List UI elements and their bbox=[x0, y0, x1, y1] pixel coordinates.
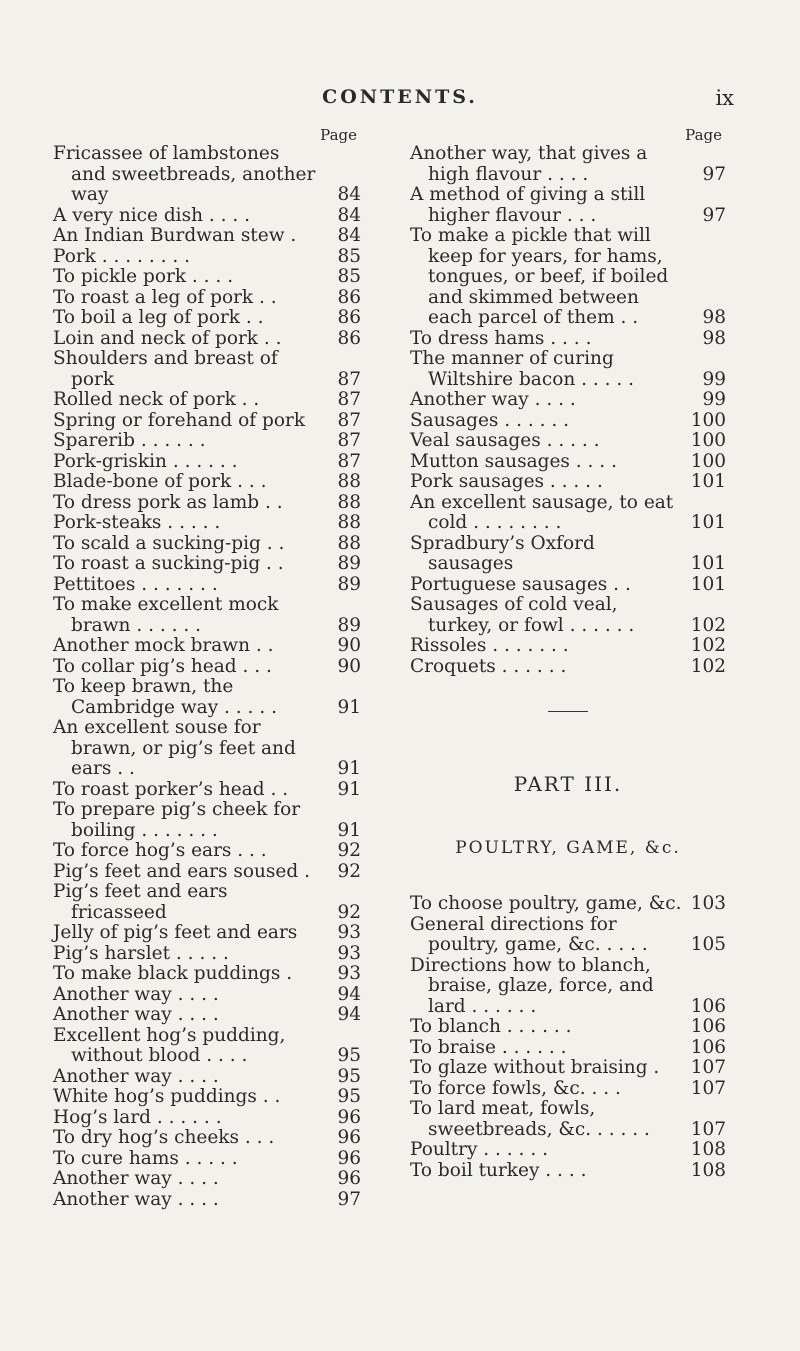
toc-entry bbox=[410, 575, 726, 596]
toc-entry bbox=[53, 964, 361, 985]
toc-entry-page: 91 bbox=[337, 819, 361, 841]
toc-entry-page: 88 bbox=[337, 471, 361, 492]
toc-entry bbox=[53, 1190, 361, 1211]
toc-entry-title: To force hog’s ears . . . bbox=[53, 840, 267, 861]
toc-entry-page: 95 bbox=[337, 1086, 361, 1107]
toc-entry bbox=[53, 390, 361, 411]
toc-entry bbox=[410, 329, 726, 350]
right-column bbox=[410, 126, 726, 1181]
toc-entry-page: 94 bbox=[337, 983, 361, 1005]
toc-entry-page: 86 bbox=[337, 307, 361, 328]
toc-entry-page: 97 bbox=[702, 204, 726, 226]
toc-entry-page: 106 bbox=[690, 995, 726, 1017]
toc-entry bbox=[410, 956, 726, 1018]
toc-entry bbox=[410, 144, 726, 185]
toc-entry-title: Directions how to blanch, braise, glaze, force, and lard . . . . . . bbox=[410, 954, 654, 1017]
toc-entry-title: To roast a sucking-pig . . bbox=[53, 553, 284, 574]
toc-entry bbox=[410, 452, 726, 473]
toc-entry-page: 91 bbox=[337, 778, 361, 800]
toc-entry-title: Another way . . . . bbox=[53, 1065, 219, 1087]
toc-entry-page: 94 bbox=[337, 1004, 361, 1025]
toc-entry bbox=[53, 349, 361, 390]
toc-entry-title: To dress hams . . . . bbox=[410, 327, 592, 349]
toc-entry-page: 87 bbox=[337, 409, 361, 431]
toc-entry-page: 88 bbox=[337, 512, 361, 533]
toc-entry bbox=[410, 894, 726, 915]
toc-entry-page: 87 bbox=[337, 368, 361, 390]
toc-entry-page: 93 bbox=[337, 942, 361, 964]
toc-entry-page: 92 bbox=[337, 840, 361, 861]
toc-entry bbox=[53, 288, 361, 309]
toc-entry-page: 87 bbox=[337, 389, 361, 410]
toc-entry-page: 101 bbox=[690, 553, 726, 574]
toc-entry-page: 92 bbox=[337, 860, 361, 882]
page-column-label: Page bbox=[685, 126, 722, 144]
toc-entry-page: 91 bbox=[337, 758, 361, 779]
toc-entry-page: 101 bbox=[690, 573, 726, 595]
toc-entry-page: 107 bbox=[690, 1077, 726, 1099]
toc-entry-page: 101 bbox=[690, 512, 726, 533]
toc-entry-page: 97 bbox=[337, 1188, 361, 1210]
toc-entry bbox=[410, 1140, 726, 1161]
toc-entry-title: To make excellent mock brawn . . . . . . bbox=[53, 594, 279, 636]
toc-entry-page: 96 bbox=[337, 1147, 361, 1169]
toc-entry-title: Spradbury’s Oxford sausages bbox=[410, 532, 595, 574]
toc-entry-page: 95 bbox=[337, 1045, 361, 1066]
toc-entry-page: 108 bbox=[690, 1139, 726, 1160]
toc-entry bbox=[53, 1067, 361, 1088]
toc-entry-page: 106 bbox=[690, 1036, 726, 1058]
page-column-label: Page bbox=[320, 126, 357, 144]
right-entry-list bbox=[410, 144, 726, 677]
toc-entry-page: 105 bbox=[690, 934, 726, 955]
toc-entry-title: To roast porker’s head . . bbox=[53, 778, 289, 800]
toc-entry-title: Blade-bone of pork . . . bbox=[53, 471, 267, 492]
toc-entry-title: To dress pork as lamb . . bbox=[53, 491, 283, 513]
toc-entry-page: 84 bbox=[337, 225, 361, 246]
toc-entry-title: Pork sausages . . . . . bbox=[410, 471, 603, 492]
toc-entry bbox=[53, 862, 361, 883]
toc-entry-title: Another way, that gives a high flavour . . . . bbox=[410, 143, 648, 185]
toc-entry-title: Poultry . . . . . . bbox=[410, 1139, 548, 1160]
toc-entry-page: 107 bbox=[690, 1057, 726, 1078]
toc-entry-page: 103 bbox=[690, 893, 726, 914]
toc-entry-title: Loin and neck of pork . . bbox=[53, 327, 282, 349]
toc-entry-page: 98 bbox=[702, 307, 726, 328]
page-title: CONTENTS. bbox=[322, 86, 478, 108]
toc-entry-page: 89 bbox=[337, 573, 361, 595]
toc-entry-title: Pig’s feet and ears soused . bbox=[53, 860, 310, 882]
toc-entry-title: To make a pickle that will keep for years, for hams, tongues, or beef, if boiled and skimmed between each parcel of them . . bbox=[410, 225, 669, 328]
toc-entry-page: 98 bbox=[702, 327, 726, 349]
toc-entry-page: 107 bbox=[690, 1118, 726, 1140]
toc-entry bbox=[410, 226, 726, 329]
toc-entry bbox=[53, 575, 361, 596]
toc-entry-title: To glaze without braising . bbox=[410, 1057, 660, 1078]
toc-entry bbox=[53, 657, 361, 678]
toc-entry-title: Another way . . . . bbox=[53, 1188, 219, 1210]
toc-entry-page: 89 bbox=[337, 614, 361, 636]
toc-entry-title: To keep brawn, the Cambridge way . . . . . bbox=[53, 676, 277, 718]
toc-entry-page: 102 bbox=[690, 655, 726, 677]
toc-entry bbox=[410, 411, 726, 432]
toc-entry-page: 96 bbox=[337, 1106, 361, 1128]
toc-entry-page: 92 bbox=[337, 901, 361, 923]
toc-entry-title: The manner of curing Wiltshire bacon . . . . . bbox=[410, 348, 635, 390]
toc-entry bbox=[410, 657, 726, 678]
toc-entry-page: 90 bbox=[337, 635, 361, 656]
toc-entry-page: 97 bbox=[702, 163, 726, 185]
toc-entry-page: 88 bbox=[337, 491, 361, 513]
toc-entry-title: An excellent souse for brawn, or pig’s feet and ears . . bbox=[53, 717, 296, 779]
toc-entry-page: 91 bbox=[337, 696, 361, 718]
toc-entry-title: Spring or forehand of pork bbox=[53, 409, 306, 431]
toc-entry-page: 95 bbox=[337, 1065, 361, 1087]
toc-entry-title: Mutton sausages . . . . bbox=[410, 450, 617, 472]
toc-entry bbox=[53, 800, 361, 841]
toc-entry-title: To collar pig’s head . . . bbox=[53, 655, 272, 677]
toc-entry-title: A very nice dish . . . . bbox=[53, 204, 251, 226]
toc-entry bbox=[410, 390, 726, 411]
toc-entry-title: Pig’s harslet . . . . . bbox=[53, 942, 229, 964]
toc-entry bbox=[53, 718, 361, 780]
toc-entry bbox=[53, 882, 361, 923]
left-column bbox=[53, 126, 361, 1210]
toc-entry-title: Excellent hog’s pudding, without blood . . . . bbox=[53, 1024, 286, 1066]
toc-entry-title: Sausages . . . . . . bbox=[410, 409, 569, 431]
toc-entry-title: To blanch . . . . . . bbox=[410, 1016, 572, 1037]
toc-entry-title: A method of giving a still higher flavour . . . bbox=[410, 184, 646, 226]
toc-entry-title: To cure hams . . . . . bbox=[53, 1147, 238, 1169]
toc-entry-title: To force fowls, &c. . . . bbox=[410, 1077, 621, 1099]
toc-entry bbox=[410, 1161, 726, 1182]
toc-entry-page: 99 bbox=[702, 368, 726, 390]
toc-entry-page: 100 bbox=[690, 450, 726, 472]
toc-entry bbox=[53, 1087, 361, 1108]
part-subtitle: POULTRY, GAME, &c. bbox=[455, 838, 681, 858]
toc-entry bbox=[53, 636, 361, 657]
toc-entry bbox=[53, 534, 361, 555]
toc-entry-title: To prepare pig’s cheek for boiling . . . . . . . bbox=[53, 799, 301, 841]
toc-entry-page: 99 bbox=[702, 389, 726, 410]
toc-entry bbox=[53, 308, 361, 329]
toc-entry bbox=[53, 1149, 361, 1170]
toc-entry-title: Another way . . . . bbox=[53, 1168, 219, 1189]
toc-entry-title: To boil turkey . . . . bbox=[410, 1159, 587, 1181]
toc-entry-title: Rissoles . . . . . . . bbox=[410, 635, 569, 656]
part-title: PART III. bbox=[513, 772, 623, 796]
toc-entry-title: To braise . . . . . . bbox=[410, 1036, 567, 1058]
toc-entry bbox=[53, 329, 361, 350]
toc-entry-title: Pig’s feet and ears fricasseed bbox=[53, 881, 228, 923]
toc-entry bbox=[53, 944, 361, 965]
toc-entry-title: Veal sausages . . . . . bbox=[410, 430, 600, 451]
toc-entry-page: 93 bbox=[337, 963, 361, 984]
toc-entry-page: 101 bbox=[690, 471, 726, 492]
page-header bbox=[0, 86, 800, 116]
toc-entry-page: 106 bbox=[690, 1016, 726, 1037]
toc-entry-title: Another way . . . . bbox=[410, 389, 576, 410]
toc-entry-title: Pork-griskin . . . . . . bbox=[53, 450, 238, 472]
toc-entry-page: 102 bbox=[690, 614, 726, 636]
toc-entry-title: Another mock brawn . . bbox=[53, 635, 274, 656]
toc-entry bbox=[410, 185, 726, 226]
toc-entry bbox=[410, 1099, 726, 1140]
toc-entry-page: 100 bbox=[690, 409, 726, 431]
toc-entry-page: 87 bbox=[337, 430, 361, 451]
toc-entry-page: 84 bbox=[337, 184, 361, 205]
toc-entry bbox=[53, 267, 361, 288]
toc-entry bbox=[410, 595, 726, 636]
toc-entry-title: To dry hog’s cheeks . . . bbox=[53, 1127, 275, 1148]
toc-entry bbox=[53, 1169, 361, 1190]
toc-entry-title: Another way . . . . bbox=[53, 1004, 219, 1025]
toc-entry bbox=[53, 1005, 361, 1026]
left-entry-list bbox=[53, 144, 361, 1210]
toc-entry bbox=[410, 1038, 726, 1059]
toc-entry-title: Shoulders and breast of pork bbox=[53, 348, 278, 390]
toc-entry-title: Another way . . . . bbox=[53, 983, 219, 1005]
toc-entry bbox=[53, 677, 361, 718]
toc-entry bbox=[410, 493, 726, 534]
part-entry-list bbox=[410, 894, 726, 1181]
toc-entry bbox=[53, 985, 361, 1006]
toc-entry bbox=[53, 513, 361, 534]
toc-entry bbox=[53, 780, 361, 801]
toc-entry bbox=[410, 534, 726, 575]
toc-entry bbox=[53, 1026, 361, 1067]
toc-entry-page: 85 bbox=[337, 245, 361, 267]
toc-entry bbox=[53, 206, 361, 227]
toc-entry bbox=[410, 431, 726, 452]
toc-entry-page: 93 bbox=[337, 922, 361, 943]
toc-entry-title: Pork-steaks . . . . . bbox=[53, 512, 221, 533]
toc-entry-title: To pickle pork . . . . bbox=[53, 266, 234, 287]
toc-entry-page: 96 bbox=[337, 1127, 361, 1148]
toc-entry-title: Sausages of cold veal, turkey, or fowl . . . . . . bbox=[410, 594, 635, 636]
toc-entry bbox=[53, 841, 361, 862]
toc-entry bbox=[410, 636, 726, 657]
toc-entry-page: 102 bbox=[690, 635, 726, 656]
toc-entry-title: Croquets . . . . . . bbox=[410, 655, 567, 677]
toc-entry-title: To choose poultry, game, &c. bbox=[410, 893, 682, 914]
toc-entry bbox=[53, 472, 361, 493]
toc-entry-title: Rolled neck of pork . . bbox=[53, 389, 260, 410]
toc-entry-page: 100 bbox=[690, 430, 726, 451]
toc-entry-title: Pork . . . . . . . . bbox=[53, 245, 190, 267]
toc-entry-title: An excellent sausage, to eat cold . . . . . . . . bbox=[410, 491, 674, 533]
toc-entry-title: Sparerib . . . . . . bbox=[53, 430, 206, 451]
toc-entry-page: 86 bbox=[337, 286, 361, 308]
toc-entry-title: White hog’s puddings . . bbox=[53, 1086, 281, 1107]
section-divider bbox=[548, 711, 588, 712]
toc-entry bbox=[410, 1079, 726, 1100]
toc-entry-title: To make black puddings . bbox=[53, 963, 293, 984]
toc-entry-title: Portuguese sausages . . bbox=[410, 573, 631, 595]
toc-entry bbox=[410, 915, 726, 956]
toc-entry-title: To lard meat, fowls, sweetbreads, &c. . . . . . bbox=[410, 1098, 650, 1140]
toc-entry-title: General directions for poultry, game, &c. . . . . bbox=[410, 913, 648, 955]
toc-entry bbox=[53, 554, 361, 575]
toc-entry bbox=[410, 472, 726, 493]
toc-entry bbox=[410, 1058, 726, 1079]
toc-entry bbox=[53, 144, 361, 206]
toc-entry bbox=[53, 226, 361, 247]
toc-entry-title: An Indian Burdwan stew . bbox=[53, 225, 297, 246]
toc-entry-title: To scald a sucking-pig . . bbox=[53, 532, 285, 554]
toc-entry bbox=[410, 349, 726, 390]
toc-entry-page: 87 bbox=[337, 450, 361, 472]
toc-entry bbox=[53, 493, 361, 514]
toc-entry-page: 89 bbox=[337, 553, 361, 574]
toc-entry-title: Fricassee of lambstones and sweetbreads, another way bbox=[53, 143, 316, 205]
toc-entry-page: 84 bbox=[337, 204, 361, 226]
page-number: ix bbox=[715, 86, 734, 110]
toc-entry bbox=[410, 1017, 726, 1038]
toc-entry bbox=[53, 411, 361, 432]
toc-entry-page: 85 bbox=[337, 266, 361, 287]
toc-entry bbox=[53, 247, 361, 268]
toc-entry-title: Pettitoes . . . . . . . bbox=[53, 573, 218, 595]
toc-entry-page: 96 bbox=[337, 1168, 361, 1189]
toc-entry-page: 88 bbox=[337, 532, 361, 554]
toc-entry bbox=[53, 1128, 361, 1149]
toc-entry bbox=[53, 452, 361, 473]
toc-entry-title: To boil a leg of pork . . bbox=[53, 307, 264, 328]
toc-entry-page: 86 bbox=[337, 327, 361, 349]
toc-entry-page: 90 bbox=[337, 655, 361, 677]
toc-entry bbox=[53, 1108, 361, 1129]
toc-entry bbox=[53, 431, 361, 452]
toc-entry-page: 108 bbox=[690, 1159, 726, 1181]
toc-entry-title: To roast a leg of pork . . bbox=[53, 286, 277, 308]
toc-entry bbox=[53, 595, 361, 636]
toc-entry bbox=[53, 923, 361, 944]
toc-entry-title: Jelly of pig’s feet and ears bbox=[53, 922, 298, 943]
toc-entry-title: Hog’s lard . . . . . . bbox=[53, 1106, 222, 1128]
